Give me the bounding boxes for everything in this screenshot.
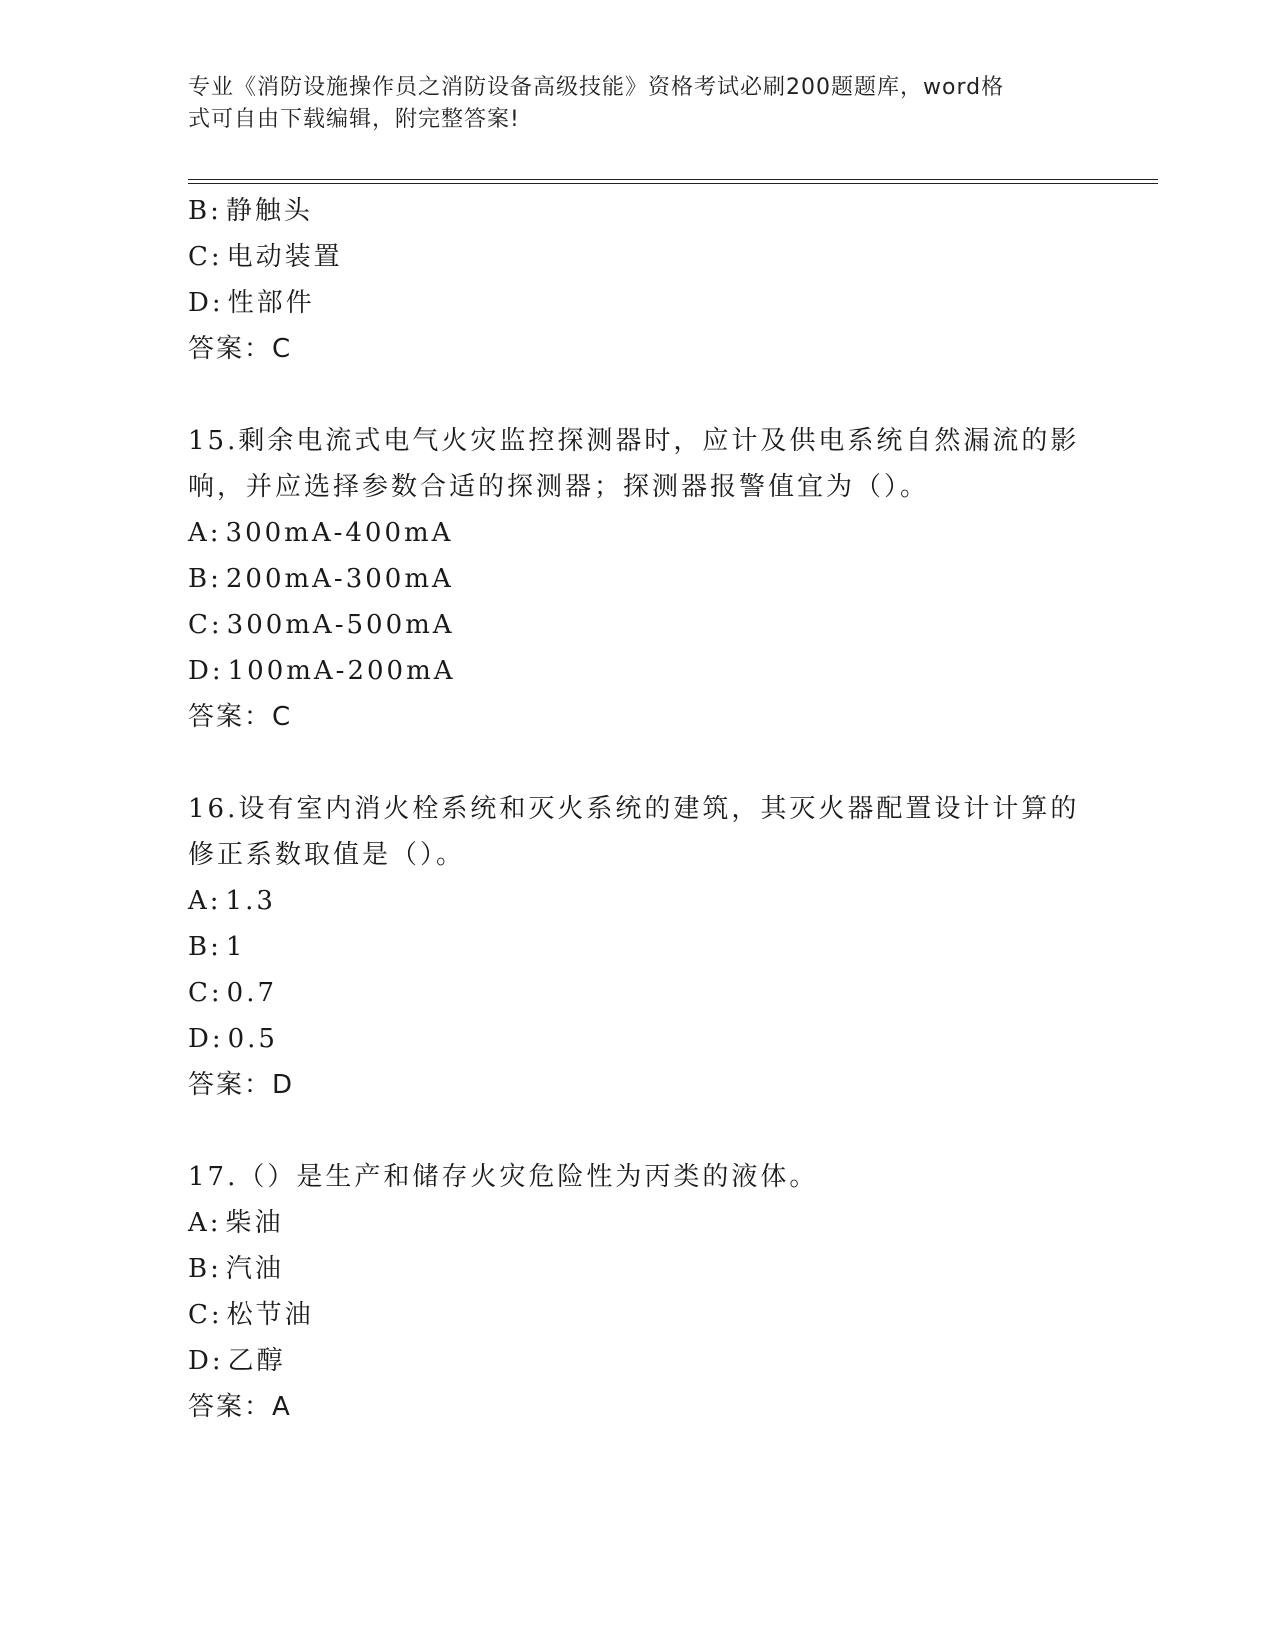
option-text: 柴油 [225,1208,284,1238]
question-16 [188,786,1088,1108]
option-d [188,1016,1088,1062]
option-b [188,924,1088,970]
option-key: C: [188,242,223,272]
header-double-rule [188,179,1158,180]
option-text: 300mA-400mA [225,518,454,548]
question-text-line-1: 17.（）是生产和储存火灾危险性为丙类的液体。 [188,1162,819,1192]
answer-label: 答案： [188,1070,273,1100]
question-14-continuation [188,188,1088,372]
option-text: 0.7 [226,978,278,1008]
answer-value: C [272,702,293,732]
option-text: 1 [225,932,246,962]
option-text: 性部件 [227,288,315,318]
option-b [188,1246,1088,1292]
option-key: C: [188,610,223,640]
answer-label: 答案： [188,1392,273,1422]
answer-label: 答案： [188,334,273,364]
answer-value: A [272,1392,292,1422]
option-text: 汽油 [225,1254,284,1284]
question-17 [188,1154,1088,1430]
option-a [188,1200,1088,1246]
answer-label: 答案： [188,702,273,732]
option-d [188,1338,1088,1384]
option-key: D: [188,288,224,318]
question-text-line-2: 响，并应选择参数合适的探测器；探测器报警值宜为（）。 [188,472,930,502]
option-key: B: [188,564,222,594]
option-key: D: [188,1346,224,1376]
option-c [188,1292,1088,1338]
option-c [188,602,1088,648]
option-key: B: [188,1254,222,1284]
question-list [188,188,1088,1430]
option-a [188,878,1088,924]
option-text: 松节油 [226,1300,314,1330]
option-d [188,648,1088,694]
option-key: D: [188,656,224,686]
option-text: 静触头 [225,196,313,226]
option-text: 100mA-200mA [227,656,456,686]
question-text [188,1154,1088,1200]
option-d [188,280,1088,326]
option-text: 乙醇 [227,1346,286,1376]
option-key: A: [188,1208,222,1238]
page-header [188,72,1068,136]
option-b [188,556,1088,602]
option-text: 300mA-500mA [226,610,455,640]
option-c [188,234,1088,280]
option-b [188,188,1088,234]
question-text-line-2: 修正系数取值是（）。 [188,840,466,870]
option-c [188,970,1088,1016]
answer-value: D [272,1070,295,1100]
question-text-line-1: 16.设有室内消火栓系统和灭火系统的建筑，其灭火器配置设计计算的 [188,794,1080,824]
option-key: C: [188,978,223,1008]
header-line-2: 式可自由下载编辑，附完整答案! [188,107,520,132]
option-key: D: [188,1024,224,1054]
question-text [188,786,1088,878]
question-15 [188,418,1088,740]
answer-line [188,1384,1088,1430]
option-text: 200mA-300mA [225,564,454,594]
option-text: 电动装置 [226,242,343,272]
answer-value: C [272,334,293,364]
question-text [188,418,1088,510]
answer-line [188,326,1088,372]
option-key: B: [188,932,222,962]
option-key: A: [188,518,222,548]
option-text: 0.5 [227,1024,278,1054]
option-key: B: [188,196,222,226]
answer-line [188,694,1088,740]
option-key: C: [188,1300,223,1330]
question-text-line-1: 15.剩余电流式电气火灾监控探测器时，应计及供电系统自然漏流的影 [188,426,1080,456]
answer-line [188,1062,1088,1108]
option-a [188,510,1088,556]
header-line-1: 专业《消防设施操作员之消防设备高级技能》资格考试必刷200题题库，word格 [188,75,1005,100]
option-text: 1.3 [225,886,276,916]
option-key: A: [188,886,222,916]
